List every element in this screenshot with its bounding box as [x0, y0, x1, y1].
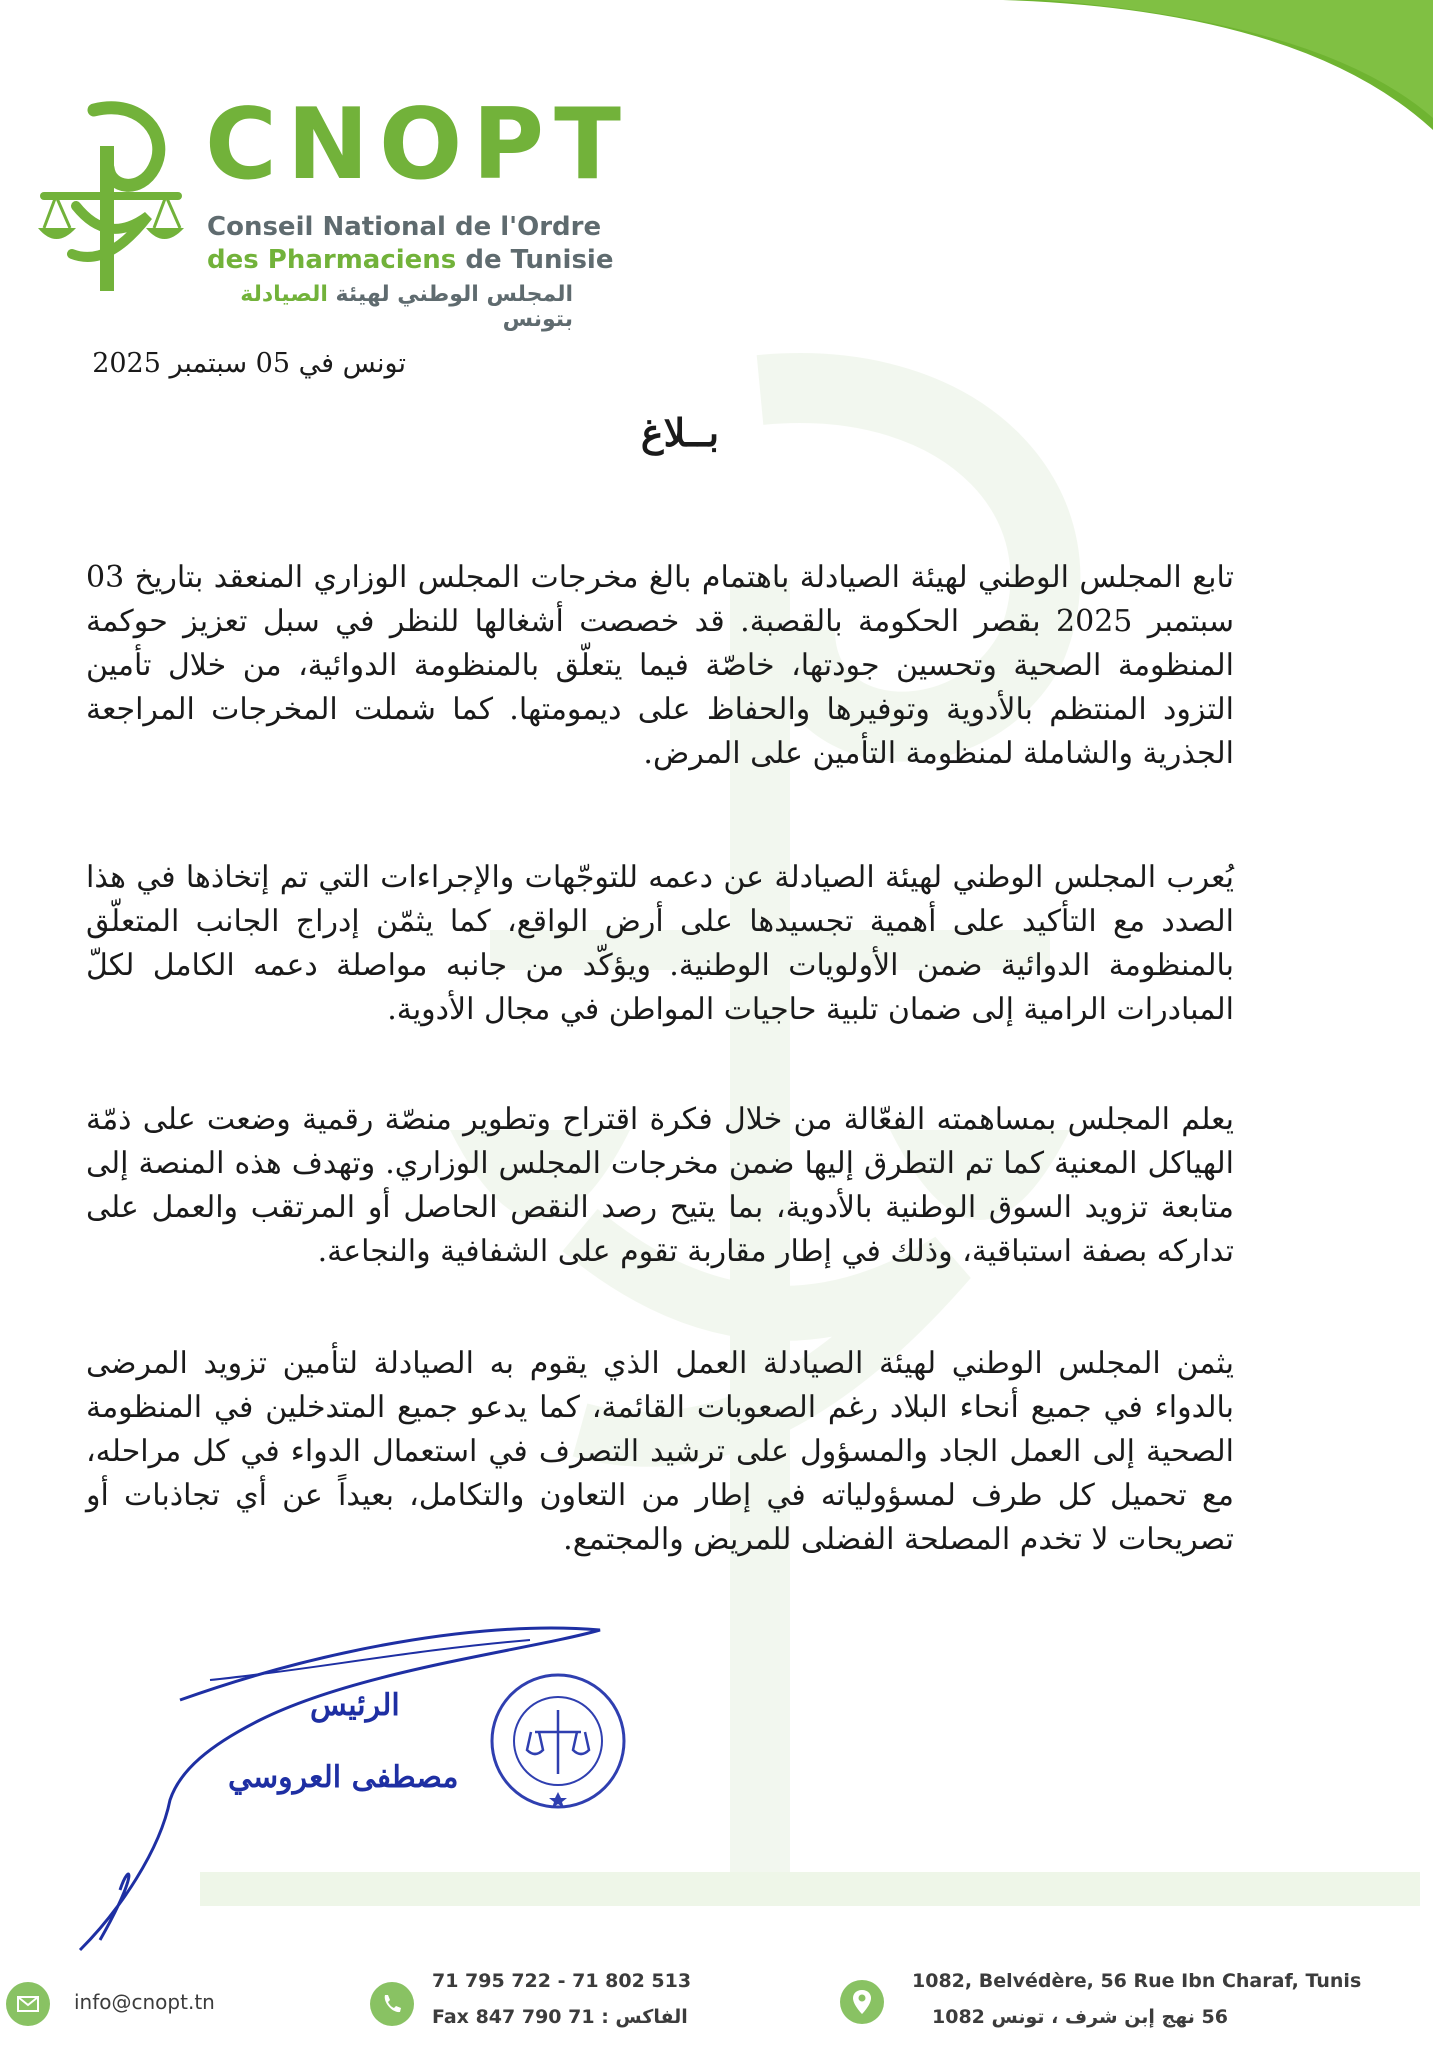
signatory-title: الرئيس — [310, 1688, 400, 1723]
letter-title: بــلاغ — [640, 410, 720, 455]
footer-email[interactable]: info@cnopt.tn — [74, 1990, 215, 2014]
location-icon — [840, 1980, 884, 2024]
brand-name-french-line1: Conseil National de l'Ordre — [207, 212, 602, 242]
footer-phones: 71 795 722 - 71 802 513 — [432, 1970, 692, 1992]
brand-name-french-rest: de Tunisie — [456, 245, 614, 275]
brand-name-arabic-part1: المجلس الوطني لهيئة — [327, 282, 573, 307]
brand-acronym: CNOPT — [205, 88, 631, 202]
header-corner-decoration — [1003, 0, 1433, 130]
footer-address-french: 1082, Belvédère, 56 Rue Ibn Charaf, Tunis — [912, 1970, 1362, 1992]
paragraph-4: يثمن المجلس الوطني لهيئة الصيادلة العمل الذي يقوم به الصيادلة لتأمين تزويد المرضى بالدواء في جميع أنحاء البلاد رغم الصعوبات القائمة، كما يدعو جميع المتدخلين في المنظومة الصحية إلى العمل الجاد والمسؤول على ترشيد التصرف في استعمال الدواء في كل مراحله، مع تحميل كل طرف لمسؤولياته في إطار من التعاون والتكامل، بعيداً عن أي تجاذبات أو تصريحات لا تخدم المصلحة الفضلى للمريض والمجتمع. — [86, 1346, 1234, 1557]
footer-band — [200, 1872, 1420, 1906]
signatory-name: مصطفى العروسي — [228, 1760, 459, 1795]
official-stamp — [487, 1670, 629, 1812]
footer-address-arabic: 56 نهج إبن شرف ، تونس 1082 — [932, 2006, 1228, 2028]
paragraph-2: يُعرب المجلس الوطني لهيئة الصيادلة عن دعمه للتوجّهات والإجراءات التي تم إتخاذها في هذا الصدد مع التأكيد على أهمية تجسيدها على أرض الواقع، كما يثمّن إدراج الجانب المتعلّق بالمنظومة الدوائية ضمن الأولويات الوطنية. ويؤكّد من جانبه مواصلة دعمه الكامل لكلّ المبادرات الرامية إلى ضمان تلبية حاجيات المواطن في مجال الأدوية. — [86, 860, 1234, 1027]
brand-name-french-line2 — [207, 245, 613, 275]
paragraph-1: تابع المجلس الوطني لهيئة الصيادلة باهتمام بالغ مخرجات المجلس الوزاري المنعقد بتاريخ 03 سبتمبر 2025 بقصر الحكومة بالقصبة. قد خصصت أشغالها للنظر في سبل تعزيز حوكمة المنظومة الصحية وتحسين جودتها، خاصّة فيما يتعلّق بالمنظومة الدوائية، من خلال تأمين التزود المنتظم بالأدوية وتوفيرها والحفاظ على ديمومتها. كما شملت المخرجات المراجعة الجذرية والشاملة لمنظومة التأمين على المرض. — [86, 560, 1234, 771]
brand-name-french-highlight: des Pharmaciens — [207, 245, 457, 275]
paragraph-3: يعلم المجلس بمساهمته الفعّالة من خلال فكرة اقتراح وتطوير منصّة رقمية وضعت على ذمّة الهياكل المعنية كما تم التطرق إليها ضمن مخرجات المجلس الوزاري. وتهدف هذه المنصة إلى متابعة تزويد السوق الوطنية بالأدوية، بما يتيح رصد النقص الحاصل أو المرتقب والعمل على تداركه بصفة استباقية، وذلك في إطار مقاربة تقوم على الشفافية والنجاعة. — [86, 1102, 1234, 1269]
email-icon — [6, 1982, 50, 2026]
brand-name-arabic-highlight: الصيادلة — [240, 282, 328, 307]
brand-name-arabic-part3: بتونس — [502, 307, 573, 332]
caduceus-scale-logo — [36, 96, 186, 296]
footer-fax: Fax الفاكس : 71 790 847 — [432, 2006, 688, 2028]
letter-date: تونس في 05 سبتمبر 2025 — [92, 348, 406, 379]
phone-icon — [370, 1982, 414, 2026]
brand-name-arabic — [207, 282, 573, 332]
